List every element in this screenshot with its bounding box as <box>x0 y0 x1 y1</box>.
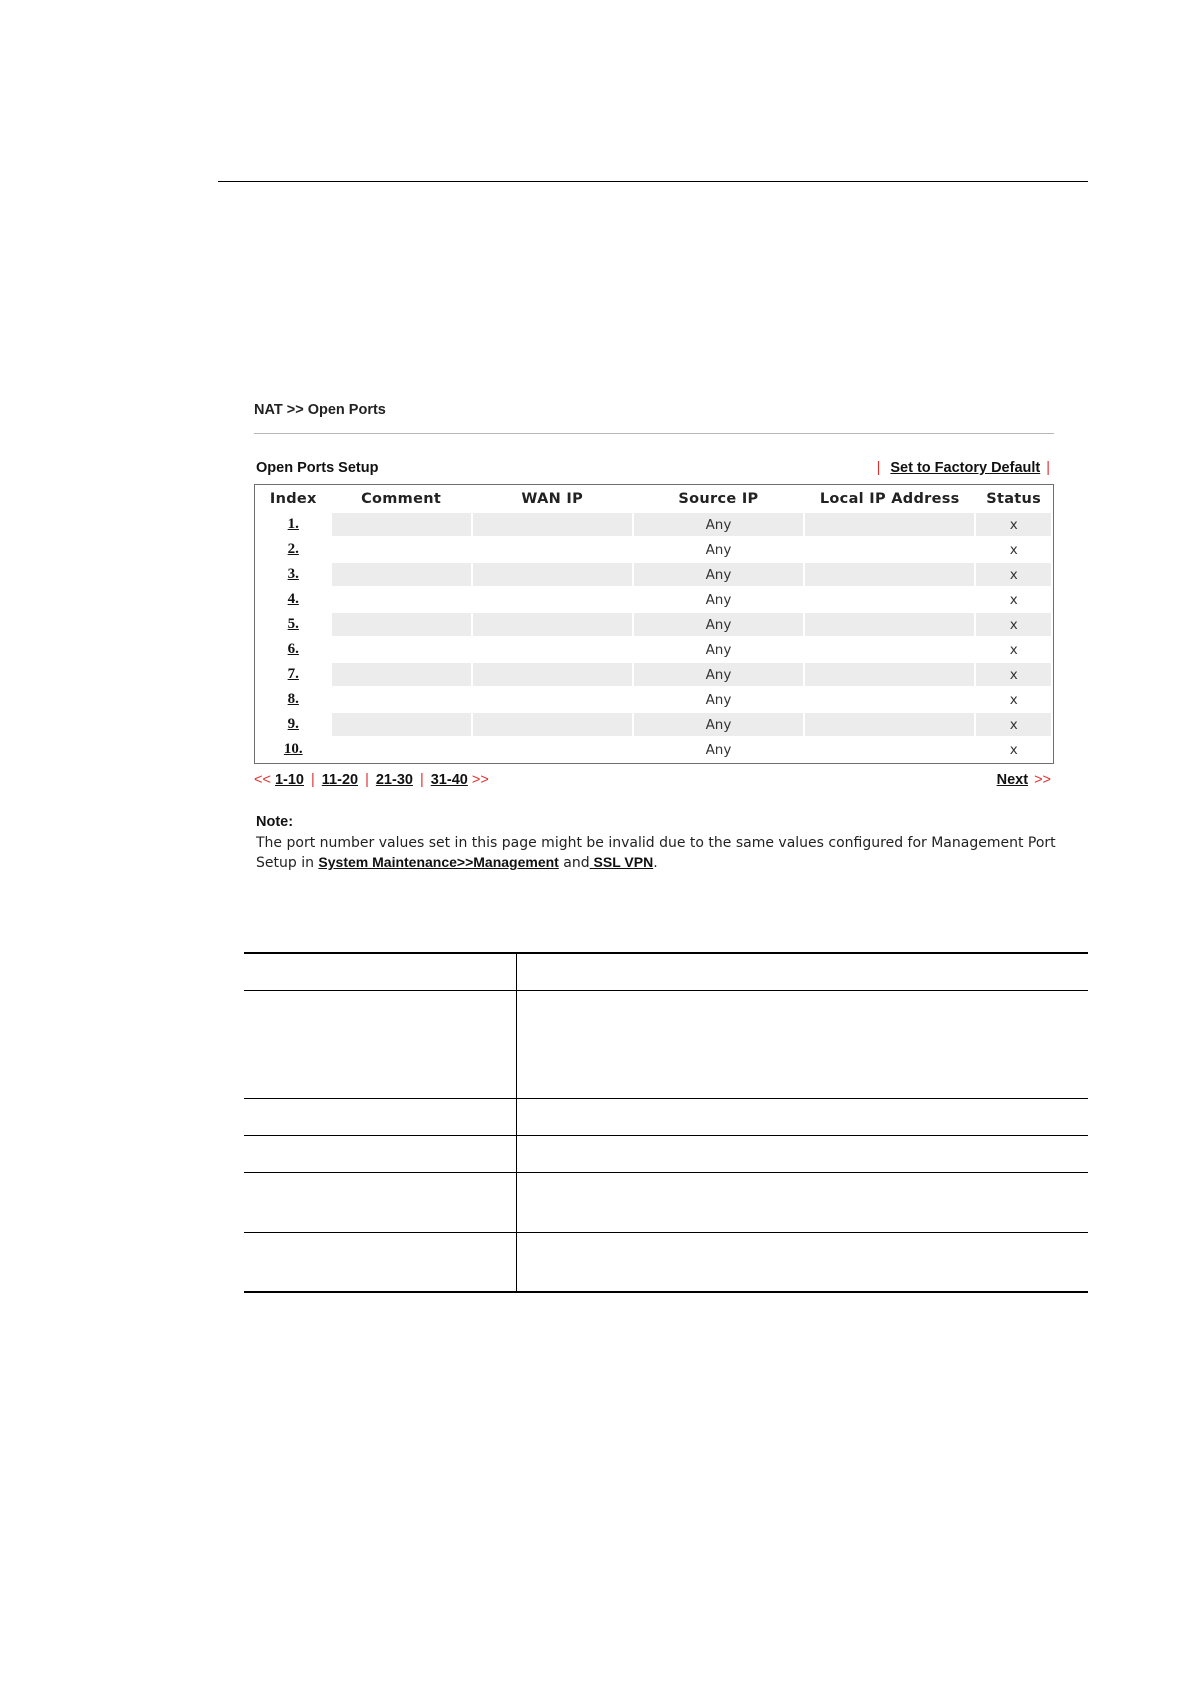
local-ip-cell <box>805 588 974 611</box>
description-row <box>244 1099 1088 1136</box>
page-link-1-10[interactable]: 1-10 <box>274 772 304 788</box>
index-link[interactable]: 3. <box>287 566 299 582</box>
description-text-cell <box>517 1099 1089 1136</box>
status-cell: x <box>1009 741 1018 758</box>
status-cell: x <box>976 563 1051 586</box>
local-ip-cell <box>805 638 974 661</box>
index-cell <box>257 638 330 661</box>
description-header-row <box>244 953 1088 991</box>
note-text-body: The port number values set in this page might be invalid due to the same values configured for Management Port Setup in <box>256 835 1056 871</box>
note-label: Note: <box>256 814 294 830</box>
comment-cell <box>332 738 471 761</box>
index-cell <box>257 688 330 711</box>
table-row <box>257 638 1051 661</box>
note-text-end: . <box>653 855 658 871</box>
table-row <box>257 513 1051 536</box>
description-item-cell <box>244 1099 517 1136</box>
next-link[interactable]: Next <box>996 772 1029 788</box>
wan-ip-cell <box>473 588 632 611</box>
source-ip-cell: Any <box>634 513 803 536</box>
comment-cell <box>332 563 471 586</box>
source-ip-cell: Any <box>705 741 732 758</box>
breadcrumb-divider <box>254 433 1054 434</box>
status-cell: x <box>976 713 1051 736</box>
index-cell <box>257 663 330 686</box>
source-ip-cell: Any <box>634 613 803 636</box>
col-header-source-ip: Source IP <box>678 491 759 507</box>
col-header-wan-ip: WAN IP <box>521 491 583 507</box>
next-group <box>997 772 1051 788</box>
index-link[interactable]: 2. <box>287 541 299 557</box>
source-ip-cell: Any <box>705 691 732 708</box>
comment-cell <box>332 513 471 536</box>
description-table-bottom-rule <box>244 1291 1088 1293</box>
set-factory-default-link[interactable]: Set to Factory Default <box>890 460 1041 476</box>
page-header-rule <box>218 181 1088 182</box>
description-item-cell <box>244 1233 517 1293</box>
open-ports-table <box>254 484 1054 764</box>
table-row <box>257 588 1051 611</box>
table-row <box>257 688 1051 711</box>
page-separator: | <box>311 772 315 788</box>
status-cell: x <box>976 613 1051 636</box>
note-text <box>256 834 1056 873</box>
wan-ip-cell <box>473 688 632 711</box>
breadcrumb: NAT >> Open Ports <box>254 402 386 418</box>
index-cell <box>257 738 330 761</box>
description-text-cell <box>517 953 1089 991</box>
table-row <box>257 663 1051 686</box>
local-ip-cell <box>805 688 974 711</box>
index-link[interactable]: 9. <box>287 716 299 732</box>
local-ip-cell <box>805 663 974 686</box>
index-cell <box>257 563 330 586</box>
wan-ip-cell <box>473 563 632 586</box>
comment-cell <box>332 538 471 561</box>
col-header-status: Status <box>986 491 1042 507</box>
index-link[interactable]: 5. <box>287 616 299 632</box>
pagination <box>254 772 489 788</box>
description-text-cell <box>517 1233 1089 1293</box>
note-text-and: and <box>558 855 590 871</box>
description-item-cell <box>244 1173 517 1233</box>
description-item-cell <box>244 953 517 991</box>
source-ip-cell: Any <box>705 591 732 608</box>
index-cell <box>257 513 330 536</box>
source-ip-cell: Any <box>705 541 732 558</box>
index-cell <box>257 538 330 561</box>
local-ip-cell <box>805 563 974 586</box>
index-link[interactable]: 6. <box>287 641 299 657</box>
index-link[interactable]: 8. <box>287 691 299 707</box>
factory-separator-left: | <box>876 460 881 476</box>
table-header-row <box>257 487 1051 511</box>
section-title: Open Ports Setup <box>256 460 379 476</box>
description-row <box>244 991 1088 1099</box>
description-row <box>244 1173 1088 1233</box>
description-item-cell <box>244 991 517 1099</box>
comment-cell <box>332 588 471 611</box>
page-link-31-40[interactable]: 31-40 <box>430 772 468 788</box>
wan-ip-cell <box>473 613 632 636</box>
index-cell <box>257 588 330 611</box>
description-text-cell <box>517 1136 1089 1173</box>
factory-separator-right: | <box>1046 460 1050 476</box>
next-page-arrow[interactable]: >> <box>471 772 489 788</box>
index-link[interactable]: 7. <box>287 666 299 682</box>
system-maintenance-management-link[interactable]: System Maintenance>>Management <box>318 854 559 870</box>
index-link[interactable]: 1. <box>287 516 299 532</box>
description-table <box>244 953 1088 1293</box>
description-text-cell <box>517 1173 1089 1233</box>
source-ip-cell: Any <box>705 641 732 658</box>
comment-cell <box>332 663 471 686</box>
wan-ip-cell <box>473 663 632 686</box>
status-cell: x <box>1009 541 1018 558</box>
next-arrow: >> <box>1034 772 1051 788</box>
description-row <box>244 1136 1088 1173</box>
col-header-index: Index <box>269 491 317 507</box>
wan-ip-cell <box>473 638 632 661</box>
comment-cell <box>332 713 471 736</box>
col-header-local-ip: Local IP Address <box>819 491 960 507</box>
table-row <box>257 563 1051 586</box>
page-link-21-30[interactable]: 21-30 <box>375 772 413 788</box>
col-header-comment: Comment <box>361 491 442 507</box>
wan-ip-cell <box>473 513 632 536</box>
page-separator: | <box>365 772 369 788</box>
page-separator: | <box>419 772 424 788</box>
local-ip-cell <box>805 738 974 761</box>
page-link-11-20[interactable]: 11-20 <box>321 772 359 788</box>
description-text-cell <box>517 991 1089 1099</box>
wan-ip-cell <box>473 538 632 561</box>
prev-arrow[interactable]: << <box>254 772 271 788</box>
table-row <box>257 613 1051 636</box>
status-cell: x <box>976 663 1051 686</box>
wan-ip-cell <box>473 738 632 761</box>
factory-default-group <box>877 460 1050 476</box>
index-cell <box>257 613 330 636</box>
status-cell: x <box>1009 591 1018 608</box>
description-item-cell <box>244 1136 517 1173</box>
description-row <box>244 1233 1088 1293</box>
source-ip-cell: Any <box>634 563 803 586</box>
index-cell <box>257 713 330 736</box>
local-ip-cell <box>805 538 974 561</box>
table-row <box>257 538 1051 561</box>
comment-cell <box>332 638 471 661</box>
comment-cell <box>332 613 471 636</box>
table-row <box>257 738 1051 761</box>
status-cell: x <box>1009 641 1018 658</box>
local-ip-cell <box>805 513 974 536</box>
status-cell: x <box>976 513 1051 536</box>
local-ip-cell <box>805 613 974 636</box>
ssl-vpn-link[interactable]: SSL VPN <box>589 854 654 870</box>
source-ip-cell: Any <box>634 713 803 736</box>
wan-ip-cell <box>473 713 632 736</box>
table-row <box>257 713 1051 736</box>
index-link[interactable]: 4. <box>287 591 299 607</box>
status-cell: x <box>1009 691 1018 708</box>
local-ip-cell <box>805 713 974 736</box>
source-ip-cell: Any <box>634 663 803 686</box>
index-link[interactable]: 10. <box>283 741 303 757</box>
comment-cell <box>332 688 471 711</box>
